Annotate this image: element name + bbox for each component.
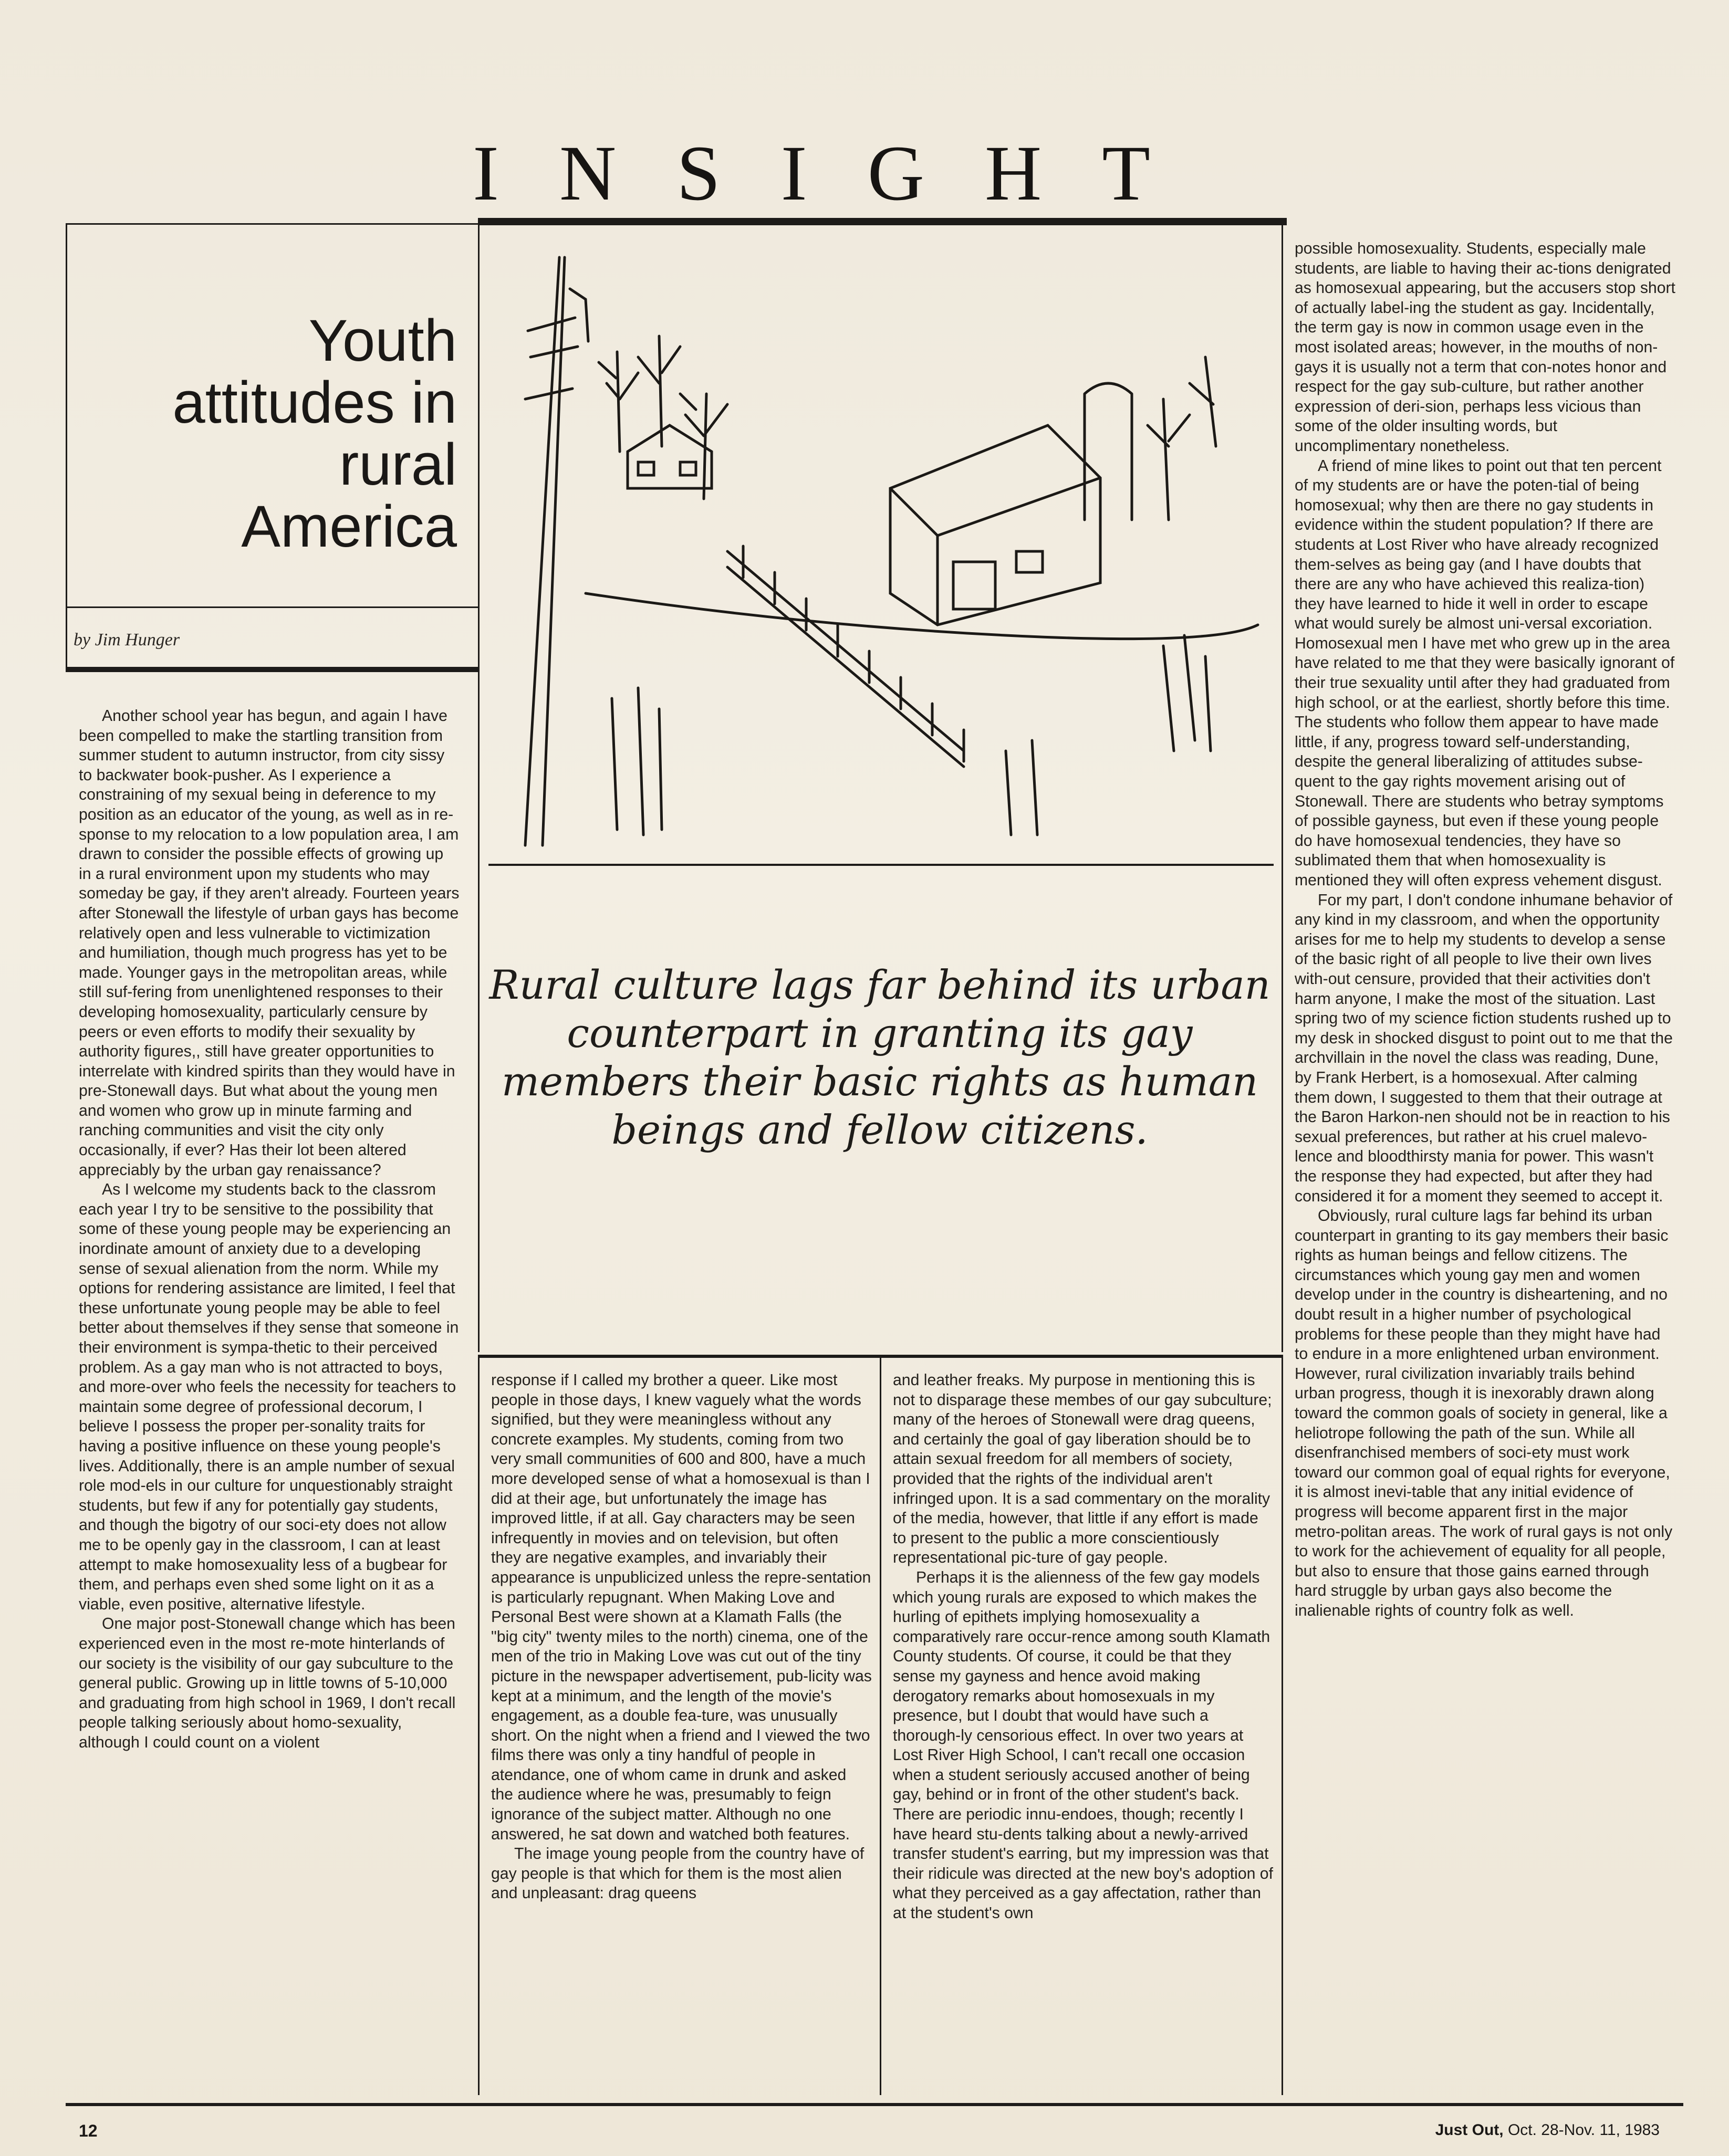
- center-box-left-rule: [478, 223, 480, 1352]
- article-column-1: [79, 706, 460, 1752]
- silo-outline: [1085, 383, 1132, 520]
- small-house: [628, 425, 712, 488]
- paragraph: response if I called my brother a queer. Like most people in those days, I knew vaguely what the words signified, but they were meaningless without any concrete examples. My students, coming from two very small communities of 600 and 800, have a much more developed sense of what a homosexual is than I did at their age, but unfortunately the image has improved little, if at all. Gay characters may be seen infrequently in movies and on television, but often they are negative examples, and invariably their appearance is unpublicized unless the repre-sentation is particularly repugnant. When Making Love and Personal Best were shown at a Klamath Falls (the "big city" twenty miles to the north) cinema, one of the men of the trio in Making Love was cut out of the tiny picture in the newspaper advertisement, pub-licity was kept at a minimum, and the length of the movie's engagement, as a double fea-ture, was unusually short. On the night when a friend and I viewed the two films there was only a tiny handful of people in atendance, one of whom came in drunk and asked the audience where he was, presumably to feign ignorance of the subject matter. Although no one answered, he sat down and watched both features.: [491, 1372, 872, 1843]
- section-masthead: INSIGHT: [473, 130, 1211, 217]
- paragraph: Obviously, rural culture lags far behind its urban counterpart in granting to its gay members their basic rights as human beings and fellow citizens. The circumstances which young gay men and women develop under in the country is disheartening, and no doubt result in a higher number of psychological problems for these people than they might have had to endure in a more enlightened urban environment. However, rural civilization invariably trails behind urban progress, though it is inexorably drawn along toward the common goals of society in general, like a heliotrope following the path of the sun. While all disenfranchised members of soci-ety must work toward our common goal of equal rights for everyone, it is almost inevi-table that any initial evidence of progress will become apparent first in the major metro-politan areas. The work of rural gays is not only to work for the achievement of equality for all people, but also to ensure that those gains earned through hard struggle by urban gays also become the inalienable rights of country folk as well.: [1295, 1207, 1673, 1619]
- page-number: 12: [79, 2121, 98, 2140]
- masthead-rule: [478, 218, 1287, 225]
- paragraph: The image young people from the country have of gay people is that which for them is the most alien and unpleasant: drag queens: [491, 1845, 865, 1902]
- footer-rule: [66, 2103, 1683, 2106]
- headline-line-1: Youth: [308, 308, 457, 373]
- farm-illustration: [481, 226, 1279, 861]
- pull-quote: Rural culture lags far behind its urban counterpart in granting its gay members their basic rights as human beings and fellow citizens.: [489, 961, 1270, 1153]
- byline-rule: [66, 667, 478, 672]
- article-column-4: [1295, 239, 1675, 1621]
- title-box-mid-rule: [66, 606, 478, 608]
- tree-left: [599, 352, 638, 452]
- title-box-left-rule: [66, 223, 67, 669]
- article-headline: [95, 310, 457, 558]
- fence-rails: [727, 551, 964, 767]
- article-column-2: [491, 1370, 872, 1903]
- paragraph: Perhaps it is the alienness of the few gay models which young rurals are exposed to which makes the hurling of epithets implying homosexuality a comparatively rare occur-rence among south Klamath County students. Of course, it could be that they sense my gayness and hence avoid making derogatory remarks about homosexuals in my presence, but I doubt that would have such a thorough-ly censorious effect. In over two years at Lost River High School, I can't recall one occasion when a student seriously accused another of being gay, behind or in front of the other student's back. There are periodic innu-endoes, though; recently I have heard stu-dents talking about a newly-arrived transfer student's earring, but my impression was that their ridicule was directed at the new boy's adoption of what they perceived as a gay affectation, rather than at the student's own: [893, 1568, 1273, 1922]
- publication-name: Just Out,: [1435, 2121, 1504, 2139]
- headline-line-3: rural: [339, 432, 457, 497]
- illustration-bottom-rule: [488, 864, 1274, 866]
- publication-info: [1418, 2121, 1660, 2139]
- col4-left-rule: [1282, 1355, 1283, 2095]
- paragraph: For my part, I don't condone inhumane behavior of any kind in my classroom, and when the opportunity arises for me to help my students to develop a sense of the basic right of all people to live their own lives with-out censure, provided that their activities don't harm anyone, I make the most of the situation. Last spring two of my science fiction students rushed up to my desk in shocked disgust to point out to me that the archvillain in the novel the class was reading, Dune, by Frank Herbert, is a homosexual. After calming them down, I suggested to them that their outrage at the Baron Harkon-nen should not be in reaction to his sexual preferences, but rather at his cruel malevo-lence and bloodthirsty mania for power. This wasn't the response they had expected, but after they had considered it for a moment they seemed to accept it.: [1295, 891, 1673, 1205]
- col3-left-rule: [880, 1355, 881, 2095]
- paragraph: Another school year has begun, and again I have been compelled to make the startling transition from summer student to autumn instructor, from city sissy to backwater book-pusher. As I experience a constraining of my sexual being in deference to my position as an educator of the young, as well as in re-sponse to my relocation to a low population area, I am drawn to consider the possible effects of growing up in a rural environment upon my students who may someday be gay, if they aren't already. Fourteen years after Stonewall the lifestyle of urban gays has become relatively open and less vulnerable to victimization and humiliation, though much progress has yet to be made. Younger gays in the metropolitan areas, while still suf-fering from unenlightened responses to their developing homosexuality, particularly censure by peers or even efforts to modify their sexuality by authority figures,, still have greater opportunities to interrelate with kindred spirits than they would have in pre-Stonewall days. But what about the young men and women who grow up in minute farming and ranching communities and visit the city only occasionally, if ever? Has their lot been altered appreciably by the urban gay renaissance?: [79, 707, 460, 1179]
- paragraph: A friend of mine likes to point out that ten percent of my students are or have the poten-tial of being homosexual; why then are there no gay students in evidence within the student population? If there are students at Lost River who have already recognized them-selves as being gay (and I have doubts that there are any who have achieved this realiza-tion) they have learned to hide it well in order to escape what would surely be almost uni-versal excoriation. Homosexual men I have met who grew up in the area have related to me that they were basically ignorant of their true sexuality until after they had graduated from high school, or at the earliest, shortly before this time. The students who follow them appear to have made little, if any, progress toward self-understanding, despite the general liberalizing of attitudes subse-quent to the gay rights movement arising out of Stonewall. There are students who betray symptoms of possible gayness, but even if these young people do have homosexual tendencies, they have so sublimated them that when homosexuality is mentioned they will often express vehement disgust.: [1295, 457, 1675, 889]
- tree-right: [1148, 399, 1190, 520]
- byline: by Jim Hunger: [74, 630, 180, 650]
- col2-left-rule: [478, 1355, 480, 2095]
- paragraph: possible homosexuality. Students, especially male students, are liable to having their ac-tions denigrated as homosexual appearing, but the accusers stop short of actually label-ing the student as gay. Incidentally, the term gay is now in common usage even in the most isolated areas; however, in the mouths of non-gays it is usually not a term that con-notes honor and respect for the gay sub-culture, but rather another expression of deri-sion, perhaps less vicious than some of the older insulting words, but uncomplimentary nonetheless.: [1295, 240, 1675, 455]
- paragraph: As I welcome my students back to the classrom each year I try to be sensitive to the possibility that some of these young people may be experiencing an inordinate amount of anxiety due to a developing sense of sexual alienation from the norm. While my options for rendering assistance are limited, I feel that these unfortunate young people may be able to feel better about themselves if they sense that someone in their environment is sympa-thetic to their perceived problem. As a gay man who is not attracted to boys, and more-over who feels the necessity for teachers to maintain some degree of professional decorum, I believe I possess the proper per-sonality traits for having a positive influence on these young people's lives. Additionally, there is an ample number of sexual role mod-els in our culture for unquestionably straight students, but few if any for potentially gay students, and though the bigotry of our soci-ety does not allow me to be openly gay in the classroom, I can at least attempt to make homosexuality less of a bugbear for them, and perhaps even shed some light on it as a viable, even positive, alternative lifestyle.: [79, 1181, 459, 1613]
- title-box-top-rule: [66, 223, 478, 225]
- pole-outline: [525, 257, 565, 845]
- grass-strokes: [612, 688, 1037, 835]
- headline-line-4: America: [241, 494, 457, 559]
- paragraph: One major post-Stonewall change which has been experienced even in the most re-mote hinterlands of our society is the visibility of our gay subculture to the general public. Growing up in little towns of 5-10,000 and graduating from high school in 1969, I don't recall people talking seriously about homo-sexuality, although I could count on a violent: [79, 1615, 456, 1751]
- headline-line-2: attitudes in: [172, 370, 457, 435]
- article-column-3: [893, 1370, 1274, 1923]
- issue-date: Oct. 28-Nov. 11, 1983: [1507, 2121, 1660, 2139]
- center-box-right-rule: [1282, 223, 1283, 1352]
- paragraph: and leather freaks. My purpose in mentioning this is not to disparage these membes of our gay subculture; many of the heroes of Stonewall were drag queens, and certainly the goal of gay liberation should be to attain sexual freedom for all members of society, provided that the rights of the individual aren't infringed upon. It is a sad commentary on the morality of the media, however, that little if any effort is made to present to the public a more conscientiously representational pic-ture of gay people.: [893, 1372, 1272, 1567]
